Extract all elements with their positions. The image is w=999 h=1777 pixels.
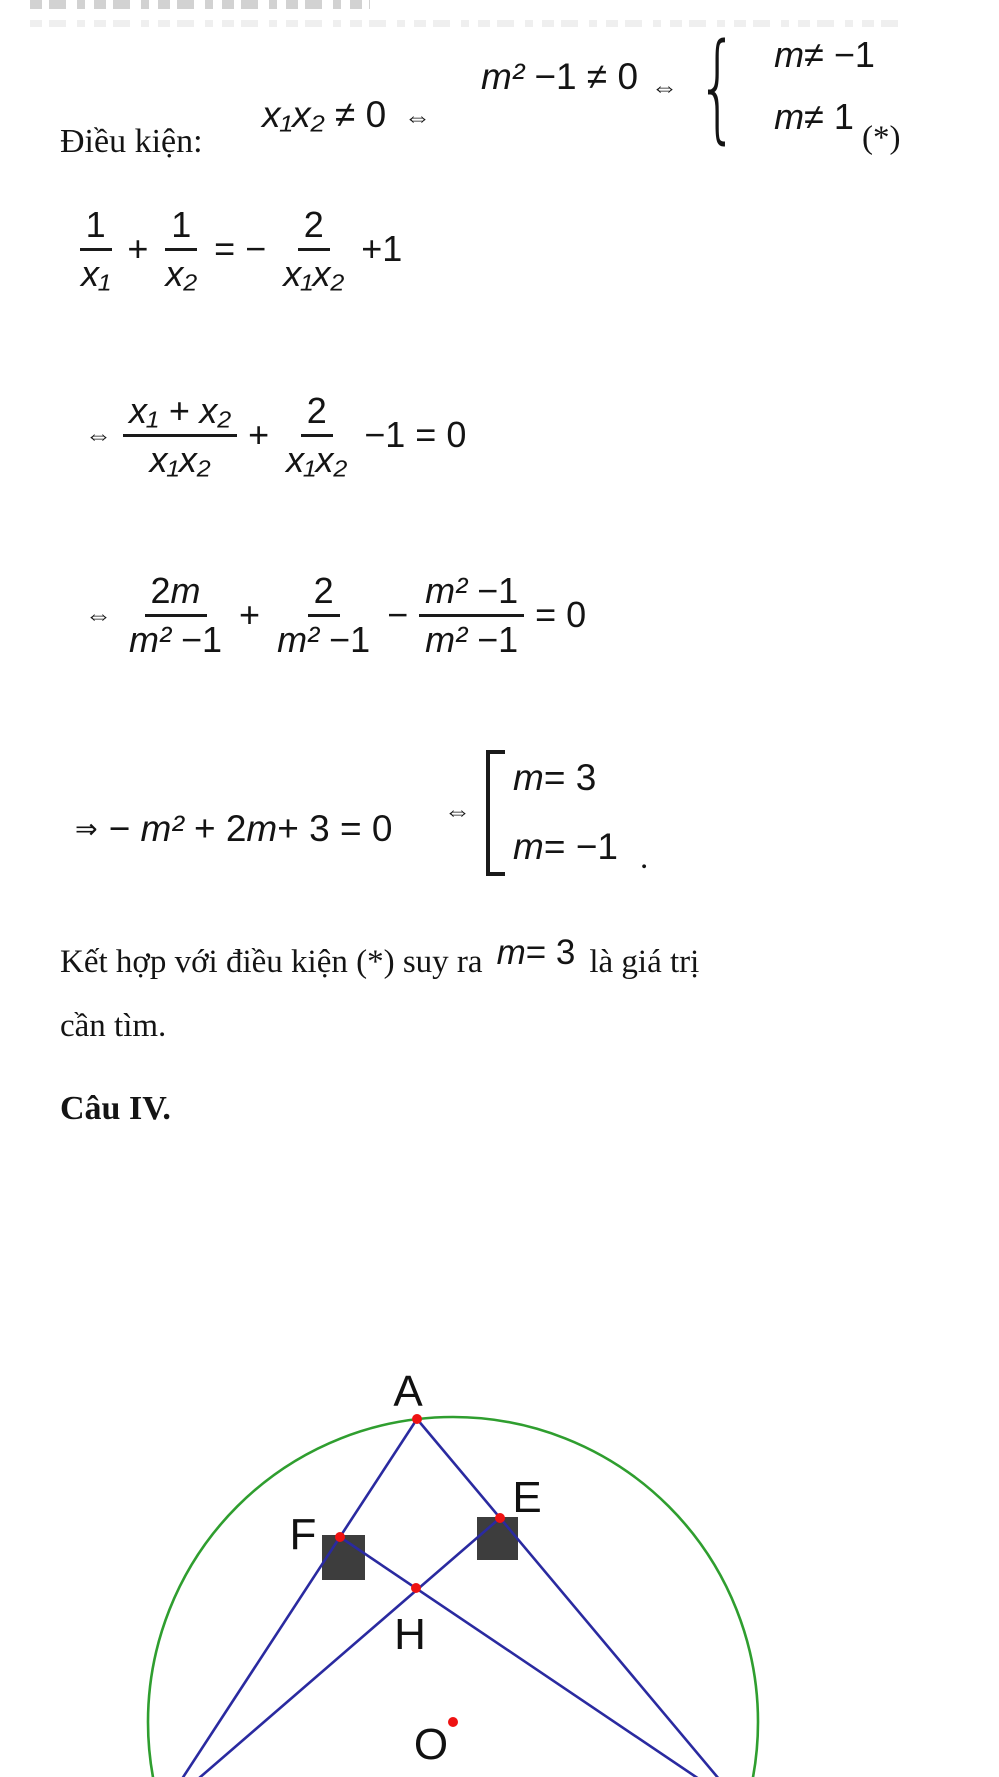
numerator: x₁ + x₂: [123, 392, 237, 437]
condition-label: Điều kiện:: [60, 123, 203, 160]
denominator: x₁x₂: [286, 438, 348, 480]
iff-arrow: ⇔: [85, 600, 112, 631]
condition-case2-rest: ≠ 1: [804, 96, 854, 138]
variable: m²: [425, 570, 468, 611]
variable: m²: [140, 808, 184, 849]
coefficient: 2: [150, 570, 171, 611]
condition-case1-var: m: [774, 34, 805, 75]
iff-arrow: ⇔: [651, 72, 678, 102]
point-E-label: E: [512, 1473, 542, 1522]
side-AC: [417, 1419, 745, 1777]
numerator: 1: [80, 206, 112, 251]
point-H-label: H: [394, 1610, 426, 1659]
numerator: 2: [301, 392, 333, 437]
minus-one-equals-zero: −1 = 0: [364, 414, 467, 456]
equals-zero: = 0: [535, 594, 587, 636]
plus-one: +1: [361, 228, 403, 270]
rest: −1: [467, 618, 519, 660]
value: = 3: [543, 757, 597, 798]
plus-sign: +: [239, 594, 261, 636]
denominator: x₂: [165, 252, 198, 294]
rest: −1: [467, 570, 519, 611]
tail: + 3 = 0: [277, 808, 393, 849]
numerator: 2: [298, 206, 330, 251]
variable: m: [246, 808, 278, 849]
rest: −1: [319, 618, 371, 660]
variable: m²: [129, 618, 171, 660]
condition-expr1-var: x₁x₂: [262, 94, 325, 135]
point-O-label: O: [413, 1720, 449, 1769]
middle: + 2: [183, 808, 247, 849]
point-F-label: F: [289, 1510, 317, 1559]
variable: m: [496, 933, 526, 972]
iff-arrow: ⇔: [444, 796, 471, 826]
minus: −: [108, 808, 141, 849]
condition-expr2-var: m²: [481, 56, 525, 97]
section-heading: Câu IV.: [60, 1090, 171, 1127]
point-F-dot: [335, 1532, 345, 1542]
star-reference: (*): [862, 120, 901, 156]
denominator: x₁x₂: [283, 252, 345, 294]
variable: m: [513, 826, 544, 868]
variable: m²: [277, 618, 320, 660]
denominator: x₁: [81, 252, 111, 294]
value: = 3: [525, 933, 576, 972]
period: .: [640, 840, 649, 876]
point-O-dot: [448, 1717, 458, 1727]
right-angle-square-E: [477, 1517, 518, 1560]
plus-sign: +: [248, 414, 270, 456]
denominator: x₁x₂: [149, 438, 211, 480]
rest: −1: [170, 618, 223, 660]
point-E-dot: [495, 1513, 505, 1523]
right-angle-square-F: [322, 1535, 365, 1580]
left-brace: {: [697, 17, 739, 155]
numerator: 2: [308, 572, 340, 617]
condition-case2-var: m: [774, 96, 805, 138]
plus-sign: +: [127, 228, 149, 270]
variable: m²: [425, 618, 468, 660]
value: = −1: [543, 826, 618, 868]
point-H-dot: [411, 1583, 421, 1593]
conclusion-text-after: là giá trị: [589, 944, 700, 980]
iff-arrow: ⇔: [85, 420, 112, 451]
condition-case1-rest: ≠ −1: [804, 34, 875, 75]
conclusion-text-before: Kết hợp với điều kiện (*) suy ra: [60, 944, 483, 980]
equals-minus: = −: [214, 228, 267, 270]
condition-expr1-rest: ≠ 0: [324, 94, 387, 135]
variable: m: [170, 570, 201, 611]
variable: m: [513, 757, 544, 798]
point-A-label: A: [393, 1367, 423, 1416]
conclusion-line2: cần tìm.: [60, 1008, 167, 1044]
minus-sign: −: [387, 594, 409, 636]
iff-arrow: ⇔: [404, 102, 431, 132]
condition-expr2-rest: −1 ≠ 0: [524, 56, 639, 97]
numerator: 1: [165, 206, 197, 251]
side-AB: [161, 1419, 417, 1777]
implies-arrow: ⇒: [75, 814, 98, 845]
